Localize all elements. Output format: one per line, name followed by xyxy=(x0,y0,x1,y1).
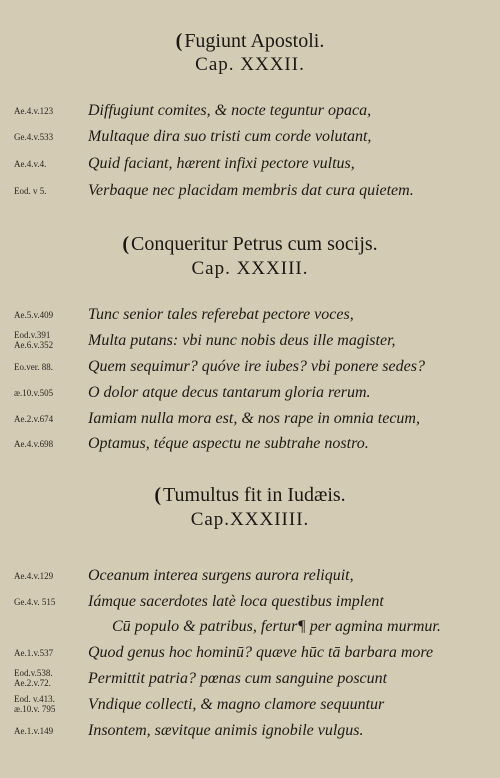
margin-reference: Eod. v 5. xyxy=(14,186,47,196)
margin-reference: Ae.1.v.537 xyxy=(14,648,54,658)
verse-text: Iamiam nulla mora est, & nos rape in omnia tecum, xyxy=(88,410,420,427)
verse-line xyxy=(0,642,500,664)
verse-line xyxy=(0,126,500,148)
margin-reference xyxy=(14,694,86,714)
margin-reference: Ge.4.v. 515 xyxy=(14,597,56,607)
margin-reference-line: Eod.v.538. xyxy=(14,668,53,678)
margin-reference-line: Eod. v.413. xyxy=(14,694,55,704)
margin-reference: Ge.4.v.533 xyxy=(14,132,54,142)
margin-reference: Ae.4.v.4. xyxy=(14,159,47,169)
margin-reference: Ae.1.v.149 xyxy=(14,726,54,736)
verse-text: Quid faciant, hærent infixi pectore vultus, xyxy=(88,155,355,172)
verse-text: Vndique collecti, & magno clamore sequuntur xyxy=(88,696,385,713)
verse-line xyxy=(0,668,500,690)
paragraph-mark-icon: ( xyxy=(154,484,162,506)
margin-reference-line: æ.10.v. 795 xyxy=(14,704,56,714)
verse-line xyxy=(0,616,500,638)
verse-line xyxy=(0,408,500,430)
chapter-number: Cap. XXXII. xyxy=(195,54,305,75)
verse-text: Quem sequimur? quóve ire iubes? vbi ponere sedes? xyxy=(88,358,425,375)
margin-reference: Ae.4.v.129 xyxy=(14,571,54,581)
verse-text: Iámque sacerdotes latè loca questibus implent xyxy=(88,593,384,610)
verse-text: Permittit patria? pœnas cum sanguine poscunt xyxy=(88,670,388,687)
verse-line xyxy=(0,433,500,455)
heading-text: Conqueritur Petrus cum socijs. xyxy=(131,233,378,255)
margin-reference: Ae.5.v.409 xyxy=(14,310,54,320)
margin-reference xyxy=(14,668,86,688)
margin-reference xyxy=(14,330,86,350)
verse-line xyxy=(0,382,500,404)
section-heading xyxy=(0,30,500,52)
paragraph-mark-icon: ( xyxy=(122,233,130,255)
verse-text: Verbaque nec placidam membris dat cura quietem. xyxy=(88,182,414,199)
margin-reference: Ae.4.v.698 xyxy=(14,439,54,449)
verse-text: Optamus, téque aspectu ne subtrahe nostro. xyxy=(88,435,369,452)
verse-line xyxy=(0,304,500,326)
paragraph-mark-icon: ( xyxy=(175,30,183,52)
verse-line xyxy=(0,565,500,587)
chapter-number: Cap. XXXIII. xyxy=(191,258,309,279)
verse-line xyxy=(0,720,500,742)
margin-reference: Ae.2.v.674 xyxy=(14,414,54,424)
section-heading xyxy=(0,233,500,255)
verse-text: Multa putans: vbi nunc nobis deus ille magister, xyxy=(88,332,396,349)
verse-line xyxy=(0,591,500,613)
verse-text: Insontem, sævitque animis ignobile vulgus. xyxy=(88,722,364,739)
verse-text: Oceanum interea surgens aurora reliquit, xyxy=(88,567,354,584)
verse-text: Multaque dira suo tristi cum corde volutant, xyxy=(88,128,372,145)
verse-line xyxy=(0,100,500,122)
verse-line xyxy=(0,153,500,175)
verse-line xyxy=(0,180,500,202)
heading-text: Fugiunt Apostoli. xyxy=(184,30,325,52)
margin-reference-line: Ae.6.v.352 xyxy=(14,340,54,350)
heading-text: Tumultus fit in Iudæis. xyxy=(163,484,346,506)
verse-line xyxy=(0,694,500,716)
margin-reference-line: Eod.v.391 xyxy=(14,330,51,340)
margin-reference: Eo.ver. 88. xyxy=(14,362,53,372)
verse-text: Quod genus hoc hominū? quæve hūc tā barbara more xyxy=(88,644,434,661)
section-heading xyxy=(0,484,500,506)
margin-reference: Ae.4.v.123 xyxy=(14,106,54,116)
verse-text: O dolor atque decus tantarum gloria rerum. xyxy=(88,384,371,401)
verse-text: Diffugiunt comites, & nocte teguntur opaca, xyxy=(88,102,372,119)
margin-reference: æ.10.v.505 xyxy=(14,388,54,398)
verse-text: Cū populo & patribus, fertur¶ per agmina murmur. xyxy=(112,618,441,635)
verse-line xyxy=(0,330,500,352)
chapter-number: Cap.XXXIIII. xyxy=(190,509,310,530)
verse-line xyxy=(0,356,500,378)
margin-reference-line: Ae.2.v.72. xyxy=(14,678,51,688)
verse-text: Tunc senior tales referebat pectore voces, xyxy=(88,306,354,323)
